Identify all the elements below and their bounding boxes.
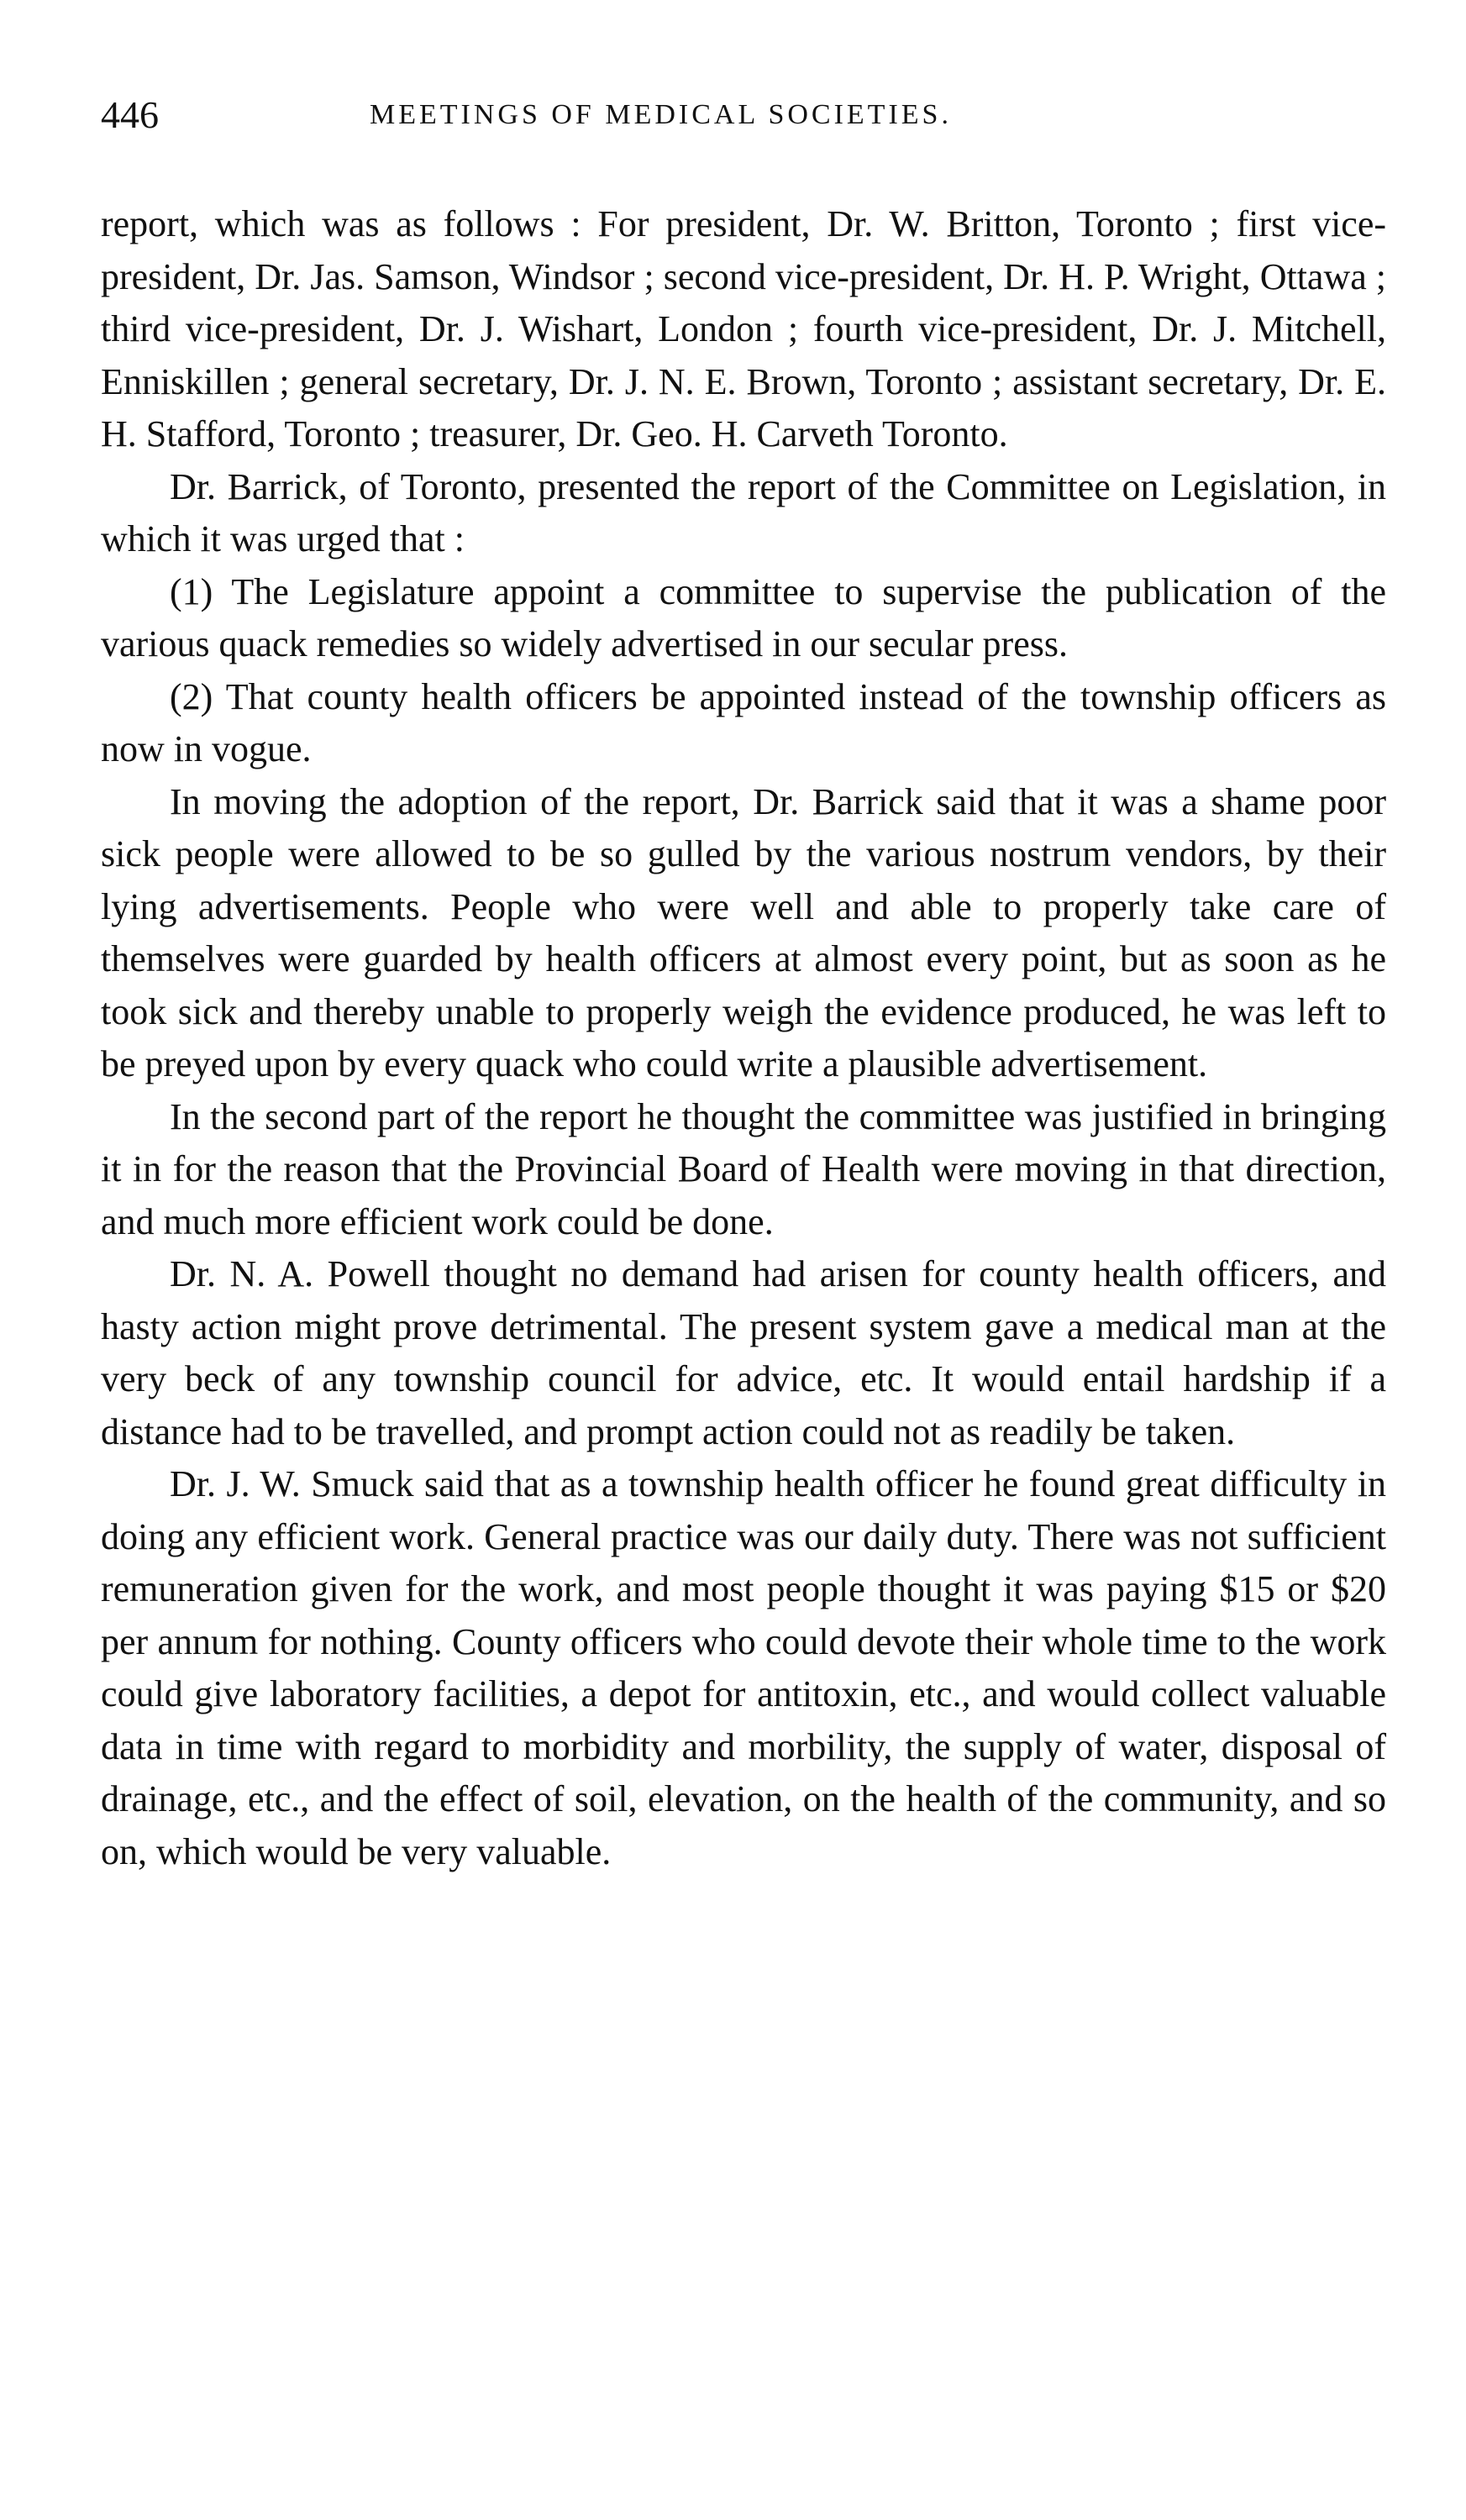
- paragraph-officers-report: report, which was as follows : For president, Dr. W. Britton, Toronto ; first vice-president, Dr. Jas. Samson, Windsor ; second vice-president, Dr. H. P. Wright, Ottawa ; third vice-president, Dr. J. Wishart, London ; fourth vice-president, Dr. J. Mitchell, Enniskillen ; general secretary, Dr. J. N. E. Brown, Toronto ; assistant secretary, Dr. E. H. Stafford, Toronto ; treasurer, Dr. Geo. H. Carveth Toronto.: [101, 203, 1386, 454]
- body-text: [101, 198, 1386, 1878]
- paragraph-barrick-motion: In moving the adoption of the report, Dr. Barrick said that it was a shame poor sick people were allowed to be so gulled by the various nostrum vendors, by their lying advertisements. People who were well and able to properly take care of themselves were guarded by health officers at almost every point, but as soon as he took sick and thereby unable to properly weigh the evidence produced, he was left to be preyed upon by every quack who could write a plausible advertisement.: [101, 780, 1386, 1084]
- paragraph-item-1: (1) The Legislature appoint a committee to supervise the publication of the various quack remedies so widely advertised in our secular press.: [101, 570, 1386, 664]
- running-head: MEETINGS OF MEDICAL SOCIETIES.: [370, 99, 952, 130]
- page: [101, 84, 1386, 1878]
- paragraph-second-part: In the second part of the report he thought the committee was justified in bringing it in for the reason that the Provincial Board of Health were moving in that direction, and much more efficient work could be done.: [101, 1095, 1386, 1242]
- paragraph-smuck: Dr. J. W. Smuck said that as a township health officer he found great difficulty in doing any efficient work. General practice was our daily duty. There was not sufficient remuneration given for the work, and most people thought it was paying $15 or $20 per annum for nothing. County officers who could devote their whole time to the work could give laboratory facilities, a depot for antitoxin, etc., and would collect valuable data in time with regard to morbidity and morbility, the supply of water, disposal of drainage, etc., and the effect of soil, elevation, on the health of the community, and so on, which would be very valuable.: [101, 1463, 1386, 1872]
- page-header: [101, 84, 1386, 151]
- page-number: 446: [101, 93, 159, 136]
- paragraph-powell: Dr. N. A. Powell thought no demand had arisen for county health officers, and hasty action might prove detrimental. The present system gave a medical man at the very beck of any township council for advice, etc. It would entail hardship if a distance had to be travelled, and prompt action could not as readily be taken.: [101, 1253, 1386, 1452]
- paragraph-legislation-report: Dr. Barrick, of Toronto, presented the report of the Committee on Legislation, in which it was urged that :: [101, 465, 1386, 559]
- paragraph-item-2: (2) That county health officers be appointed instead of the township officers as now in vogue.: [101, 675, 1386, 769]
